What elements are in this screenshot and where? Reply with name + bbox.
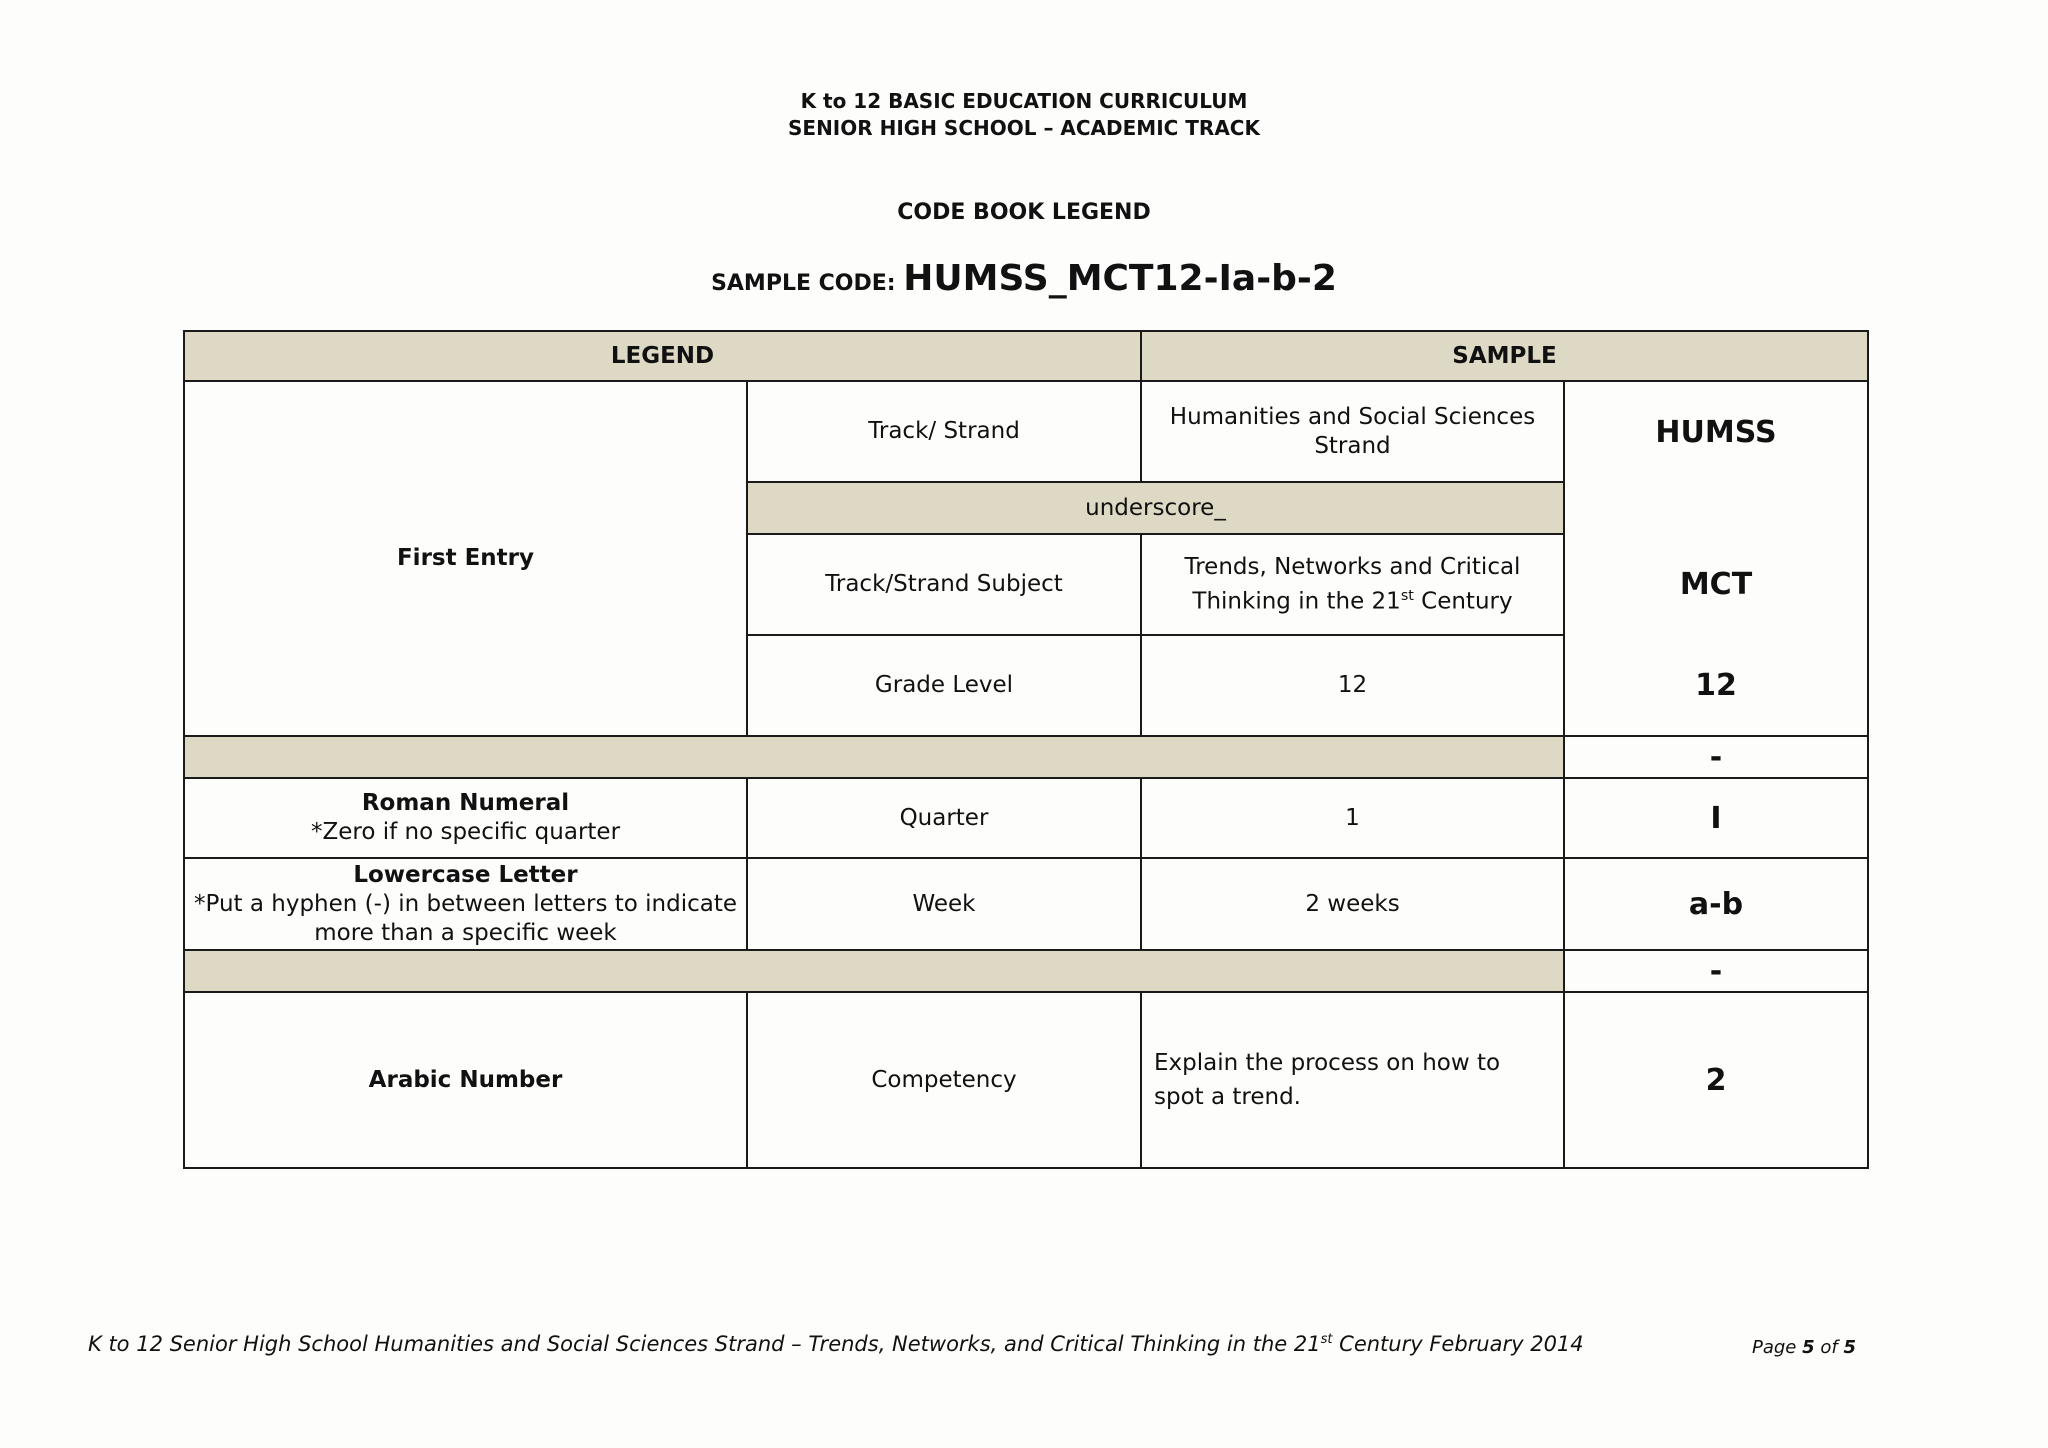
subject-code-cell: MCT — [1564, 534, 1868, 635]
arabic-number-cell: Arabic Number — [184, 992, 747, 1168]
grade-code-cell: 12 — [1564, 635, 1868, 736]
track-label-cell: Track/ Strand — [747, 381, 1141, 482]
underscore-code-cell — [1564, 482, 1868, 534]
legend-title: CODE BOOK LEGEND — [897, 200, 1151, 225]
track-value-cell: Humanities and Social Sciences Strand — [1141, 381, 1564, 482]
competency-code-cell: 2 — [1564, 992, 1868, 1168]
sample-code-label: SAMPLE CODE: — [711, 271, 896, 296]
roman-numeral-cell: Roman Numeral *Zero if no specific quarter — [184, 778, 747, 858]
grade-value-cell: 12 — [1141, 635, 1564, 736]
subject-value-cell: Trends, Networks and Critical Thinking in the 21st Century — [1141, 534, 1564, 635]
sample-code-line — [0, 258, 2048, 299]
quarter-code-cell: I — [1564, 778, 1868, 858]
page-number: Page 5 of 5 — [1752, 1337, 1856, 1358]
competency-value-cell: Explain the process on how to spot a trend. — [1141, 992, 1564, 1168]
legend-column-header: LEGEND — [184, 331, 1141, 381]
track-code-cell: HUMSS — [1564, 381, 1868, 482]
week-value-cell: 2 weeks — [1141, 858, 1564, 950]
first-entry-cell: First Entry — [184, 381, 747, 736]
lowercase-letter-cell: Lowercase Letter *Put a hyphen (-) in between letters to indicate more than a specific week — [184, 858, 747, 950]
grade-label-cell: Grade Level — [747, 635, 1141, 736]
footer-text: K to 12 Senior High School Humanities and Social Sciences Strand – Trends, Networks, and Critical Thinking in the 21st Century February 2014 — [88, 1332, 1584, 1356]
subject-label-cell: Track/Strand Subject — [747, 534, 1141, 635]
document-header — [0, 88, 2048, 142]
separator-row-2 — [184, 950, 1564, 992]
week-label-cell: Week — [747, 858, 1141, 950]
underscore-row: underscore_ — [747, 482, 1564, 534]
week-code-cell: a-b — [1564, 858, 1868, 950]
track-title: SENIOR HIGH SCHOOL – ACADEMIC TRACK — [788, 116, 1260, 140]
code-book-table — [183, 330, 1869, 1169]
dash-code-cell-1: - — [1564, 736, 1868, 778]
quarter-value-cell: 1 — [1141, 778, 1564, 858]
competency-label-cell: Competency — [747, 992, 1141, 1168]
dash-code-cell-2: - — [1564, 950, 1868, 992]
separator-row-1 — [184, 736, 1564, 778]
sample-code-value: HUMSS_MCT12-Ia-b-2 — [903, 258, 1337, 299]
sample-column-header: SAMPLE — [1141, 331, 1868, 381]
curriculum-title: K to 12 BASIC EDUCATION CURRICULUM — [800, 89, 1248, 113]
quarter-label-cell: Quarter — [747, 778, 1141, 858]
